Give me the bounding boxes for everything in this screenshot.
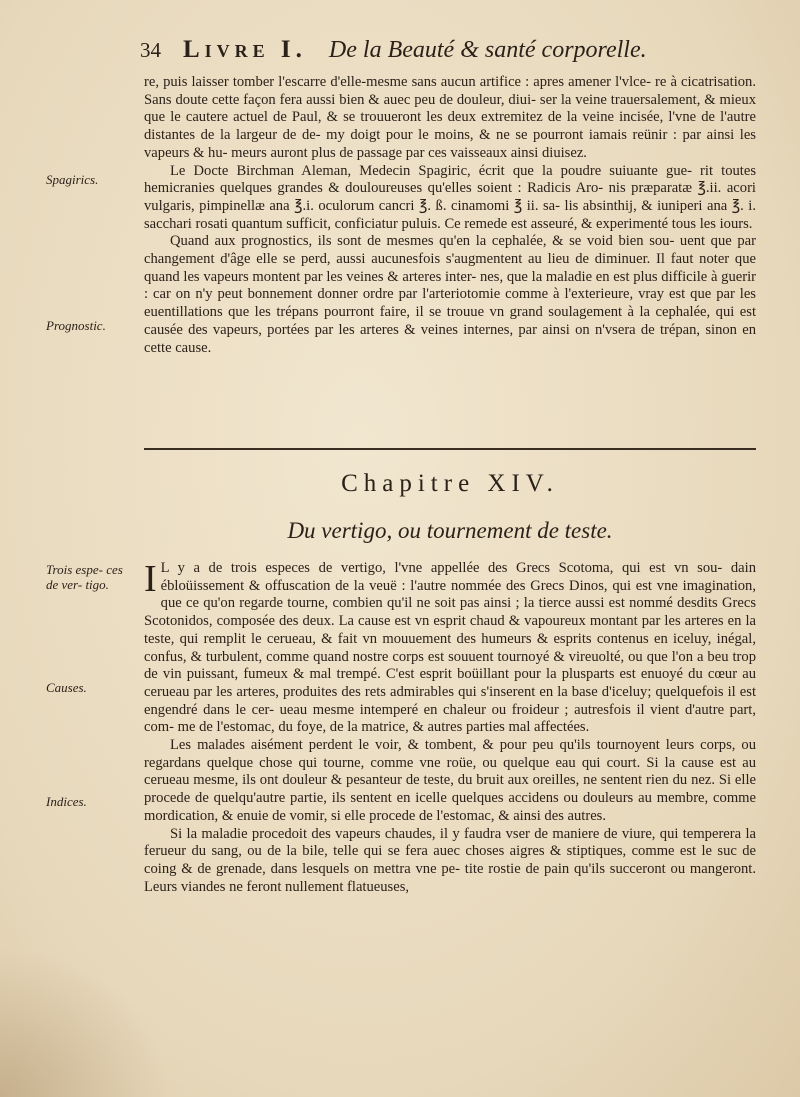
margin-note-indices: Indices. xyxy=(46,794,87,809)
section-divider xyxy=(144,448,756,450)
drop-cap: I xyxy=(144,558,157,600)
paragraph: Le Docte Birchman Aleman, Medecin Spagiric, écrit que la poudre suiuante gue- rit toutes hemicranies quelques grandes & douloureuses qu'elles soient : Radicis Aro- nis præparatæ ℥.ii. acori vulgaris, pimpinellæ ana ℥.i. oculorum cancri ℥. ß. cinamomi ℥ ii. sa- lis absinthij, & iuniperi ana ℥. i. sacchari rosati quantum sufficit, conficiatur puluis. Ce remede est asseuré, & experimenté tous les iours. xyxy=(144,162,756,232)
chapter-text-block xyxy=(144,560,756,896)
page-number: 34 xyxy=(140,38,161,62)
page-stain xyxy=(0,947,170,1097)
margin-note-spagirics: Spagirics. xyxy=(46,172,99,187)
paragraph: Les malades aisément perdent le voir, & tombent, & pour peu qu'ils tournoyent leurs corps, ou regardans quelque chose qui tourne, comme vne roüe, ou quelque eau qui court. Si la cause est au cerueau mesme, ils ont douleur & pesanteur de teste, du bruit aux oreilles, ne sentent rien du nez. Si elle procede de quelqu'autre partie, ils sentent en icelle quelques accidens ou douleurs au membre, comme mordication, & enuie de vomir, si elle procede de l'estomac, & ainsi des autres. xyxy=(144,737,756,824)
chapter-title: Du vertigo, ou tournement de teste. xyxy=(287,518,613,543)
paragraph: Quand aux prognostics, ils sont de mesmes qu'en la cephalée, & se void bien sou- uent que par changement d'âge elle se perd, aussi aucunesfois s'augmentent au lieu de diminuer. Il faut noter que quand les vapeurs montent par les veines & arteres inter- nes, que la maladie en est plus difficile à guerir : car on n'y peut bonnement donner ordre par l'arteriotomie comme à l'exterieure, vray est que par les euentillations que les trépans pourront faire, il se trouue vn grand soulagement à la cephalée, qui est causée des vapeurs, portées par les arteres & veines internes, par ainsi on n'vsera de trépan, sinon en cette cause. xyxy=(144,233,756,356)
paragraph-text: L y a de trois especes de vertigo, l'vne appellée des Grecs Scotoma, qui est vn sou- dain ébloüissement & offuscation de la veuë : l'autre nommée des Grecs Dinos, qui est vne imagination, que ce qu'on regarde tourne, combien qu'il ne soit pas ainsi ; la tierce aussi est nommé desdits Grecs Scotonidos, composée des deux. La cause est vn esprit chaud & vapoureux montant par les arteres en la teste, qui remplit le cerueau, & fait vn mouuement des humeurs & esprits contenus en iceluy, inégal, confus, & turbulent, comme quand nostre corps est souuent tournoyé & vireuolté, ou que l'on a beu trop de vin puissant, fumeux & mal trempé. C'est esprit boüillant pour la plusparts est enuoyé du cœur au cerueau par les arteres, produites des rets admirables qui s'inserent en la base d'iceluy; quelquefois il est engendré dans le cer- ueau mesme intemperé en chaleur ou froideur ; autresfois il vient d'autre part, com- me de l'estomac, du foye, de la matrice, & autres parties mal affectées. xyxy=(144,560,756,736)
running-subtitle: De la Beauté & santé corporelle. xyxy=(328,37,647,63)
paragraph: Si la maladie procedoit des vapeurs chaudes, il y faudra vser de maniere de viure, qui temperera la ferueur du sang, ou de la bile, telle qui se fera auec choses aigres & stiptiques, comme est le suc de coing & de grenade, dans lesquels on mettra vne pe- tite rostie de pain qu'ils succeront ou mangeront. Leurs viandes ne feront nullement flatueuses, xyxy=(144,825,756,895)
paragraph xyxy=(144,560,756,737)
book-heading: Livre I. xyxy=(183,36,307,63)
margin-note-prognostic: Prognostic. xyxy=(46,318,106,333)
margin-note-causes: Causes. xyxy=(46,680,87,695)
running-head xyxy=(140,36,760,68)
margin-note-trois-especes: Trois espe- ces de ver- tigo. xyxy=(46,562,123,592)
top-text-block xyxy=(144,74,756,357)
paragraph: re, puis laisser tomber l'escarre d'elle-mesme sans aucun artifice : apres amener l'vlce- re à cicatrisation. Sans doute cette façon fera aussi bien & auec peu de douleur, diui- ser la veine trauersalement, & mieux que le cautere actuel de Paul, & se trouueront les deux extremitez de la veine incisée, l'vne de l'autre distantes de la largeur de de- my doigt pour le moins, & ne se pourront iamais reünir : par ainsi les vapeurs & hu- meurs auront plus de passage par ces vaisseaux ainsi diuisez. xyxy=(144,74,756,161)
chapter-heading: Chapitre XIV. xyxy=(341,470,559,497)
